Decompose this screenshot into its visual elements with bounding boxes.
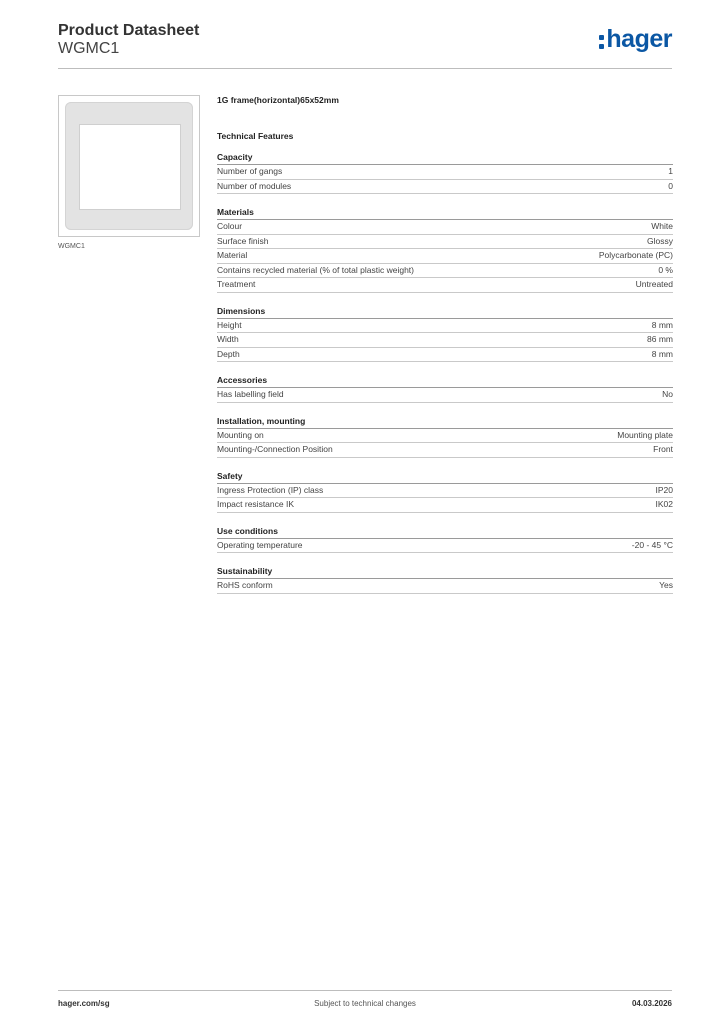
spec-value: White	[651, 221, 673, 231]
spec-value: Mounting plate	[617, 429, 673, 440]
spec-value: -20 - 45 °C	[631, 539, 673, 550]
spec-label: Contains recycled material (% of total plastic weight)	[217, 264, 414, 275]
frame-outer-shape	[65, 102, 193, 230]
section-title: Sustainability	[217, 566, 673, 579]
spec-label: Number of modules	[217, 180, 292, 191]
spec-row	[217, 165, 673, 180]
spec-row	[217, 348, 673, 363]
document-title: Product Datasheet	[58, 22, 200, 39]
section-use-conditions	[217, 526, 673, 554]
spec-label: Has labelling field	[217, 389, 284, 399]
spec-value: Yes	[659, 580, 673, 590]
page-footer	[58, 990, 672, 1017]
section-capacity	[217, 152, 673, 194]
section-title: Capacity	[217, 152, 673, 165]
page-header	[58, 20, 672, 69]
spec-row	[217, 249, 673, 264]
spec-value: No	[662, 389, 673, 399]
spec-value: 0	[668, 180, 673, 191]
spec-label: Impact resistance IK	[217, 499, 295, 509]
hager-logo[interactable]	[599, 24, 672, 54]
spec-value: Polycarbonate (PC)	[598, 250, 673, 260]
spec-label: Depth	[217, 348, 240, 359]
section-title: Installation, mounting	[217, 416, 673, 429]
footer-website-link[interactable]: hager.com/sg	[58, 999, 110, 1008]
spec-row	[217, 180, 673, 195]
spec-row	[217, 235, 673, 250]
product-code: WGMC1	[58, 40, 120, 57]
logo-dots-icon	[599, 35, 604, 49]
spec-row	[217, 220, 673, 235]
section-materials	[217, 207, 673, 293]
spec-label: Material	[217, 250, 248, 260]
section-title: Dimensions	[217, 306, 673, 319]
section-accessories	[217, 375, 673, 403]
spec-row	[217, 443, 673, 458]
image-caption: WGMC1	[58, 243, 85, 250]
spec-row	[217, 333, 673, 348]
section-sustainability	[217, 566, 673, 594]
spec-label: Height	[217, 319, 242, 330]
product-description: 1G frame(horizontal)65x52mm	[217, 95, 339, 105]
spec-row	[217, 278, 673, 293]
section-title: Use conditions	[217, 526, 673, 539]
spec-label: Mounting-/Connection Position	[217, 444, 333, 454]
section-title: Materials	[217, 207, 673, 220]
spec-value: Glossy	[647, 235, 673, 246]
frame-opening-shape	[79, 124, 181, 210]
spec-label: Number of gangs	[217, 166, 283, 176]
spec-row	[217, 429, 673, 444]
spec-value: Front	[653, 444, 673, 454]
product-image	[58, 95, 200, 237]
section-dimensions	[217, 306, 673, 363]
footer-notice: Subject to technical changes	[314, 999, 416, 1008]
spec-label: Mounting on	[217, 429, 264, 440]
spec-row	[217, 319, 673, 334]
spec-label: Operating temperature	[217, 539, 303, 550]
spec-value: 8 mm	[651, 348, 673, 359]
spec-value: IP20	[655, 484, 673, 495]
spec-label: Ingress Protection (IP) class	[217, 484, 324, 495]
section-safety	[217, 471, 673, 513]
spec-label: RoHS conform	[217, 580, 273, 590]
spec-label: Surface finish	[217, 235, 269, 246]
spec-value: 0 %	[658, 264, 673, 275]
spec-label: Treatment	[217, 279, 256, 289]
spec-value: 86 mm	[647, 334, 673, 344]
technical-features-title: Technical Features	[217, 131, 294, 141]
spec-row	[217, 579, 673, 594]
spec-row	[217, 388, 673, 403]
spec-value: Untreated	[635, 279, 673, 289]
spec-value: IK02	[655, 499, 673, 509]
spec-row	[217, 264, 673, 279]
section-title: Safety	[217, 471, 673, 484]
section-title: Accessories	[217, 375, 673, 388]
spec-value: 1	[668, 166, 673, 176]
spec-label: Width	[217, 334, 239, 344]
section-installation	[217, 416, 673, 458]
spec-row	[217, 539, 673, 554]
spec-row	[217, 498, 673, 513]
spec-label: Colour	[217, 221, 243, 231]
logo-text: hager	[606, 24, 672, 53]
spec-value: 8 mm	[651, 319, 673, 330]
spec-row	[217, 484, 673, 499]
spec-content	[217, 95, 673, 594]
footer-date: 04.03.2026	[631, 999, 672, 1008]
